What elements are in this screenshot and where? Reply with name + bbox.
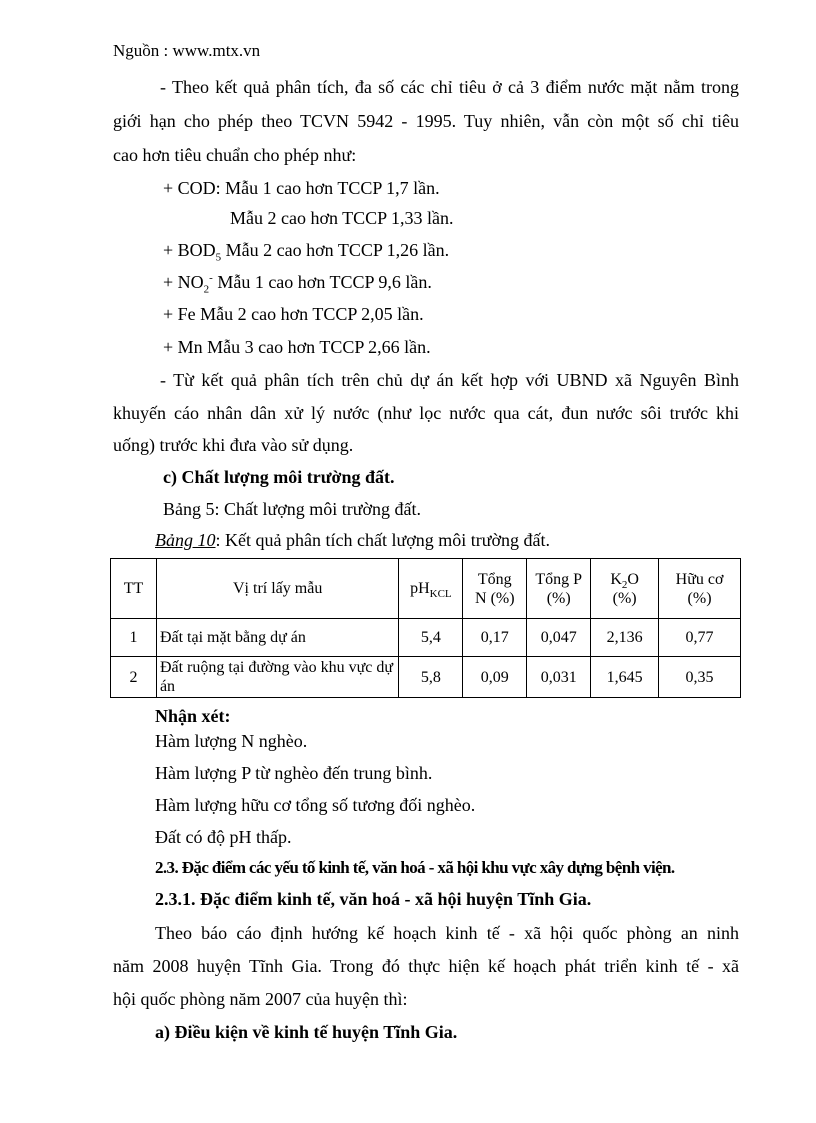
heading-2-3-1: 2.3.1. Đặc điểm kinh tế, văn hoá - xã hội huyện Tĩnh Gia. — [155, 889, 592, 909]
para2-line1: - Từ kết quả phân tích trên chủ dự án kết hợp với UBND xã Nguyên Bình — [160, 370, 739, 390]
cell-n: 0,17 — [463, 619, 527, 657]
para2-line2: khuyến cáo nhân dân xử lý nước (như lọc nước qua cát, đun nước sôi trước khi — [113, 403, 739, 423]
item-bod: + $BOD_5$ Mẫu 2 cao hơn TCCP 1,26 lần. — [163, 240, 450, 264]
source-line: Nguồn : www.mtx.vn — [113, 41, 261, 60]
cell-p: 0,031 — [527, 657, 591, 698]
item-cod-2: Mẫu 2 cao hơn TCCP 1,33 lần. — [230, 208, 454, 228]
header-organic: Hữu cơ (%) — [659, 559, 741, 619]
nhanxet-title: Nhận xét: — [155, 706, 231, 726]
para3-line3: hội quốc phòng năm 2007 của huyện thì: — [113, 989, 408, 1009]
cell-ph: 5,4 — [399, 619, 463, 657]
item-fe: + Fe Mẫu 2 cao hơn TCCP 2,05 lần. — [163, 304, 424, 324]
heading-2-3: 2.3. Đặc điểm các yếu tố kinh tế, văn hoá - xã hội khu vực xây dựng bệnh viện. — [155, 858, 675, 877]
table-caption-5: Bảng 5: Chất lượng môi trường đất. — [163, 499, 422, 519]
table-header-row — [111, 559, 741, 619]
cell-k: 2,136 — [591, 619, 659, 657]
cell-n: 0,09 — [463, 657, 527, 698]
header-k2o: $K_2O$ (%) — [591, 559, 659, 619]
item-cod-1: + COD: Mẫu 1 cao hơn TCCP 1,7 lần. — [163, 178, 440, 198]
nhanxet-line3: Hàm lượng hữu cơ tổng số tương đối nghèo. — [155, 795, 476, 815]
table-row — [111, 657, 741, 698]
nhanxet-line2: Hàm lượng P từ nghèo đến trung bình. — [155, 763, 433, 783]
cell-k: 1,645 — [591, 657, 659, 698]
item-no2: + $NO_2^-$ Mẫu 1 cao hơn TCCP 9,6 lần. — [163, 272, 432, 296]
item-mn: + Mn Mẫu 3 cao hơn TCCP 2,66 lần. — [163, 337, 431, 357]
cell-tt: 2 — [111, 657, 157, 698]
cell-tt: 1 — [111, 619, 157, 657]
header-location: Vị trí lấy mẫu — [156, 559, 398, 619]
cell-location: Đất ruộng tại đường vào khu vực dự án — [156, 657, 398, 698]
header-total-n: Tổng N (%) — [463, 559, 527, 619]
header-total-p: Tổng P (%) — [527, 559, 591, 619]
nhanxet-line4: Đất có độ pH thấp. — [155, 827, 292, 847]
table-row — [111, 619, 741, 657]
header-ph: $pH_{KCL}$ — [399, 559, 463, 619]
cell-location: Đất tại mặt bằng dự án — [156, 619, 398, 657]
nhanxet-line1: Hàm lượng N nghèo. — [155, 731, 308, 751]
cell-organic: 0,77 — [659, 619, 741, 657]
para1-line3: cao hơn tiêu chuẩn cho phép như: — [113, 145, 357, 165]
para1-line2: giới hạn cho phép theo TCVN 5942 - 1995. Tuy nhiên, vẫn còn một số chỉ tiêu — [113, 111, 739, 131]
cell-p: 0,047 — [527, 619, 591, 657]
table-caption-10: Bảng 10: Kết quả phân tích chất lượng môi trường đất. — [155, 530, 550, 550]
para3-line1: Theo báo cáo định hướng kế hoạch kinh tế - xã hội quốc phòng an ninh — [155, 923, 739, 943]
heading-a: a) Điều kiện về kinh tế huyện Tĩnh Gia. — [155, 1022, 458, 1042]
header-tt: TT — [111, 559, 157, 619]
heading-c: c) Chất lượng môi trường đất. — [163, 467, 395, 487]
cell-ph: 5,8 — [399, 657, 463, 698]
soil-quality-table — [110, 558, 741, 698]
para2-line3: uống) trước khi đưa vào sử dụng. — [113, 435, 354, 455]
cell-organic: 0,35 — [659, 657, 741, 698]
para3-line2: năm 2008 huyện Tĩnh Gia. Trong đó thực hiện kế hoạch phát triển kinh tế - xã — [113, 956, 739, 976]
para1-line1: - Theo kết quả phân tích, đa số các chỉ tiêu ở cả 3 điểm nước mặt nằm trong — [160, 77, 739, 97]
